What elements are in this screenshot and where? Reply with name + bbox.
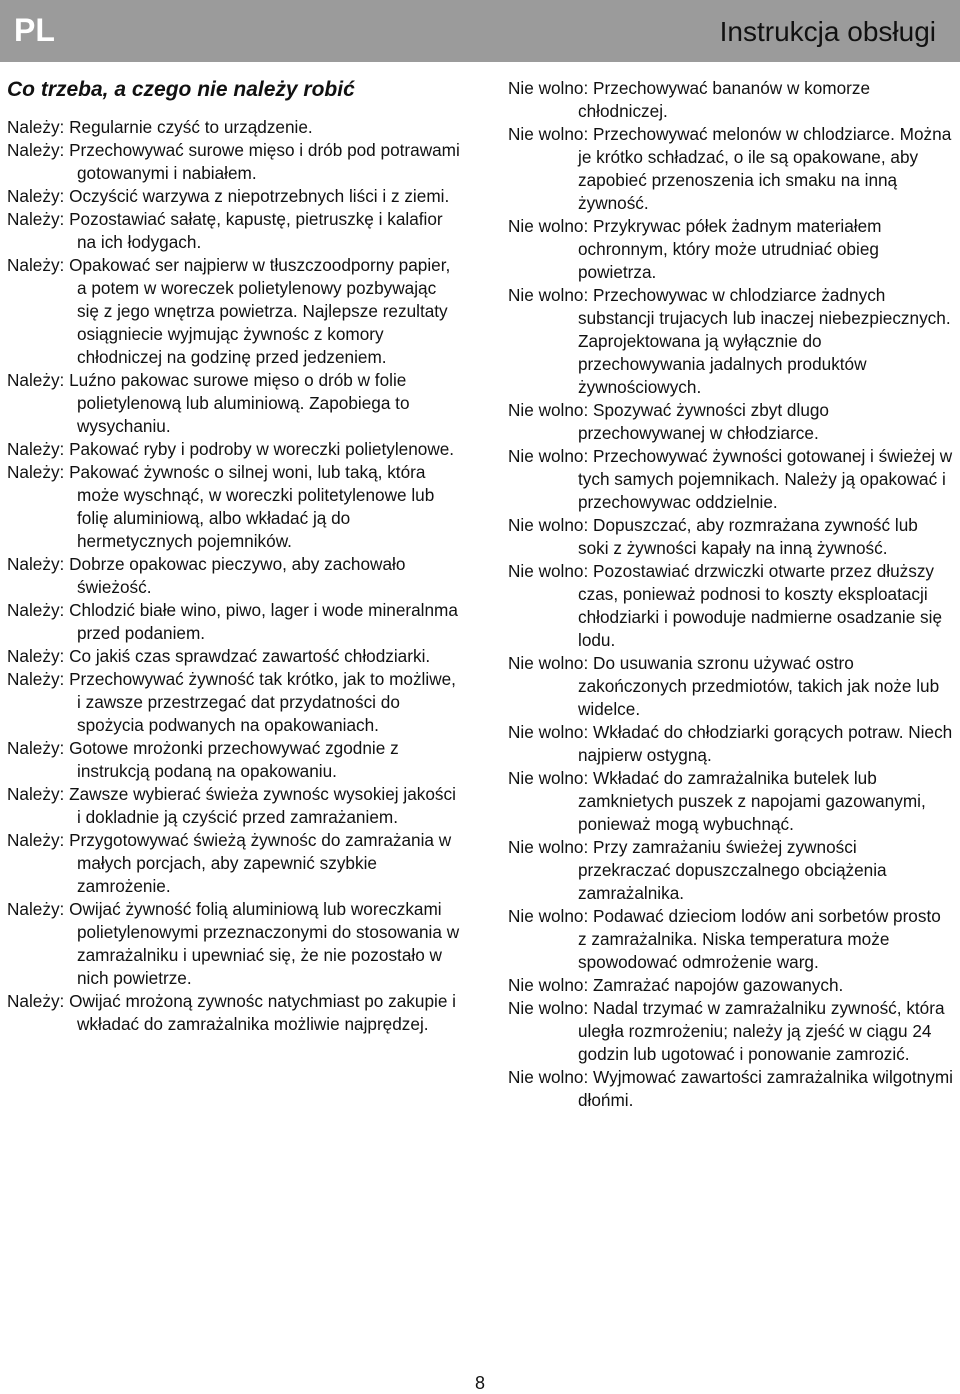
item-text: Zamrażać napojów gazowanych. [593, 975, 844, 995]
dont-item [508, 997, 953, 1066]
do-list [7, 116, 462, 1036]
do-item [7, 461, 462, 553]
item-text: Pakować żywnośc o silnej woni, lub taką, która może wyschnąć, w woreczki politetylenowe lub folię aluminiową, albo wkładać ją do hermetycznych pojemników. [69, 462, 435, 551]
dont-list [508, 77, 953, 1112]
document-title: Instrukcja obsługi [719, 16, 936, 47]
item-text: Zawsze wybierać świeża zywnośc wysokiej jakości i dokladnie ją czyścić przed zamrażaniem. [69, 784, 456, 827]
dont-item [508, 215, 953, 284]
item-text: Przykrywac półek żadnym materiałem ochronnym, który może utrudniać obieg powietrza. [578, 216, 882, 282]
item-prefix: Należy: [7, 899, 65, 919]
do-item [7, 668, 462, 737]
item-prefix: Nie wolno: [508, 768, 589, 788]
dont-item [508, 445, 953, 514]
item-text: Do usuwania szronu używać ostro zakończonych przedmiotów, takich jak noże lub widelce. [578, 653, 940, 719]
dont-item [508, 284, 953, 399]
do-item [7, 139, 462, 185]
item-text: Przechowywać bananów w komorze chłodniczej. [578, 78, 871, 121]
item-text: Oczyścić warzywa z niepotrzebnych liści i z ziemi. [69, 186, 450, 206]
dont-item [508, 974, 953, 997]
item-prefix: Nie wolno: [508, 285, 589, 305]
item-prefix: Nie wolno: [508, 216, 589, 236]
do-item [7, 898, 462, 990]
item-prefix: Należy: [7, 646, 65, 666]
item-prefix: Należy: [7, 117, 65, 137]
item-text: Przechowywac w chlodziarce żadnych substancji trujacych lub inaczej niebezpiecznych. Zaprojektowana ją wyłącznie do przechowywania jadalnych produktów żywnościowych. [578, 285, 951, 397]
item-prefix: Nie wolno: [508, 1067, 589, 1087]
item-text: Chlodzić białe wino, piwo, lager i wode mineralnma przed podaniem. [69, 600, 458, 643]
do-item [7, 254, 462, 369]
dont-item [508, 652, 953, 721]
item-prefix: Należy: [7, 784, 65, 804]
item-text: Przechowywać żywność tak krótko, jak to możliwe, i zawsze przestrzegać dat przydatności do spożycia podwanych na opakowaniach. [69, 669, 456, 735]
item-prefix: Należy: [7, 439, 65, 459]
item-text: Nadal trzymać w zamrażalniku zywność, która uległa rozmrożeniu; należy ją zjeść w ciągu 24 godzin lub ugotować i ponowanie zamrozić. [578, 998, 945, 1064]
item-prefix: Nie wolno: [508, 722, 589, 742]
do-item [7, 599, 462, 645]
item-prefix: Należy: [7, 830, 65, 850]
do-item [7, 783, 462, 829]
item-text: Wkładać do zamrażalnika butelek lub zamknietych puszek z napojami gazowanymi, ponieważ mogą wybuchnąć. [578, 768, 926, 834]
item-text: Wyjmować zawartości zamrażalnika wilgotnymi dłońmi. [578, 1067, 953, 1110]
dont-item [508, 721, 953, 767]
item-prefix: Nie wolno: [508, 446, 589, 466]
item-text: Dopuszczać, aby rozmrażana zywność lub soki z żywności kapały na inną żywność. [578, 515, 918, 558]
item-text: Regularnie czyść to urządzenie. [69, 117, 313, 137]
item-text: Spozywać żywności zbyt dlugo przechowywanej w chłodziarce. [578, 400, 829, 443]
item-prefix: Należy: [7, 186, 65, 206]
item-prefix: Należy: [7, 738, 65, 758]
item-text: Pakować ryby i podroby w woreczki polietylenowe. [69, 439, 455, 459]
item-text: Gotowe mrożonki przechowywać zgodnie z instrukcją podaną na opakowaniu. [69, 738, 399, 781]
dont-item [508, 767, 953, 836]
do-item [7, 369, 462, 438]
do-item [7, 829, 462, 898]
item-prefix: Należy: [7, 209, 65, 229]
dont-item [508, 560, 953, 652]
item-text: Opakować ser najpierw w tłuszczoodporny papier, a potem w woreczek polietylenowy pozbywając się z jego wnętrza powietrza. Najlepsze rezultaty osiągniecie wyjmując żywnośc z komory chłodniczej na godzinę przed jedzeniem. [69, 255, 451, 367]
dont-item [508, 399, 953, 445]
item-text: Pozostawiać sałatę, kapustę, pietruszkę i kalafior na ich łodygach. [69, 209, 443, 252]
item-text: Przechowywać surowe mięso i drób pod potrawami gotowanymi i nabiałem. [69, 140, 460, 183]
page-header [0, 0, 960, 62]
item-text: Podawać dzieciom lodów ani sorbetów prosto z zamrażalnika. Niska temperatura może spowodować odmrożenie warg. [578, 906, 941, 972]
do-item [7, 553, 462, 599]
do-item [7, 116, 462, 139]
left-column [7, 76, 462, 1036]
item-prefix: Nie wolno: [508, 400, 589, 420]
item-prefix: Nie wolno: [508, 998, 589, 1018]
dont-item [508, 77, 953, 123]
item-prefix: Nie wolno: [508, 124, 589, 144]
item-text: Co jakiś czas sprawdzać zawartość chłodziarki. [69, 646, 431, 666]
item-text: Przy zamrażaniu świeżej zywności przekraczać dopuszczalnego obciążenia zamrażalnika. [578, 837, 887, 903]
page-number: 8 [474, 1373, 485, 1393]
item-prefix: Należy: [7, 140, 65, 160]
item-prefix: Należy: [7, 669, 65, 689]
item-prefix: Nie wolno: [508, 837, 589, 857]
do-item [7, 990, 462, 1036]
item-prefix: Nie wolno: [508, 561, 589, 581]
item-prefix: Nie wolno: [508, 653, 589, 673]
item-text: Pozostawiać drzwiczki otwarte przez dłuższy czas, ponieważ podnosi to koszty eksploatacji chłodziarki i powoduje nadmierne osadzanie się lodu. [578, 561, 943, 650]
item-prefix: Nie wolno: [508, 78, 589, 98]
item-prefix: Należy: [7, 554, 65, 574]
dont-item [508, 514, 953, 560]
language-label: PL [14, 12, 55, 48]
do-item [7, 208, 462, 254]
item-prefix: Należy: [7, 991, 65, 1011]
section-title: Co trzeba, a czego nie należy robić [7, 78, 355, 101]
item-text: Luźno pakowac surowe mięso o drób w folie polietylenową lub aluminiową. Zapobiega to wysychaniu. [69, 370, 410, 436]
dont-item [508, 905, 953, 974]
item-text: Przechowywać żywności gotowanej i świeżej w tych samych pojemnikach. Należy ją opakować i przechowywac oddzielnie. [578, 446, 953, 512]
do-item [7, 645, 462, 668]
item-text: Przechowywać melonów w chlodziarce. Można je krótko schładzać, o ile są opakowane, aby zapobieć przenoszenia ich smaku na inną żywność. [578, 124, 952, 213]
dont-item [508, 123, 953, 215]
item-text: Wkładać do chłodziarki gorących potraw. Niech najpierw ostygną. [578, 722, 953, 765]
item-text: Przygotowywać świeżą żywnośc do zamrażania w małych porcjach, aby zapewnić szybkie zamrożenie. [69, 830, 452, 896]
item-text: Owijać mrożoną zywnośc natychmiast po zakupie i wkładać do zamrażalnika możliwie najprędzej. [69, 991, 456, 1034]
item-prefix: Nie wolno: [508, 975, 589, 995]
item-prefix: Nie wolno: [508, 515, 589, 535]
item-text: Owijać żywność folią aluminiową lub woreczkami polietylenowymi przeznaczonymi do stosowania w zamrażalniku i upewniać się, że nie pozostało w nich powietrze. [69, 899, 460, 988]
dont-item [508, 836, 953, 905]
item-prefix: Należy: [7, 255, 65, 275]
right-column [508, 77, 953, 1112]
item-prefix: Nie wolno: [508, 906, 589, 926]
do-item [7, 438, 462, 461]
dont-item [508, 1066, 953, 1112]
item-prefix: Należy: [7, 462, 65, 482]
do-item [7, 737, 462, 783]
item-prefix: Należy: [7, 600, 65, 620]
item-prefix: Należy: [7, 370, 65, 390]
do-item [7, 185, 462, 208]
item-text: Dobrze opakowac pieczywo, aby zachowało świeżość. [69, 554, 406, 597]
